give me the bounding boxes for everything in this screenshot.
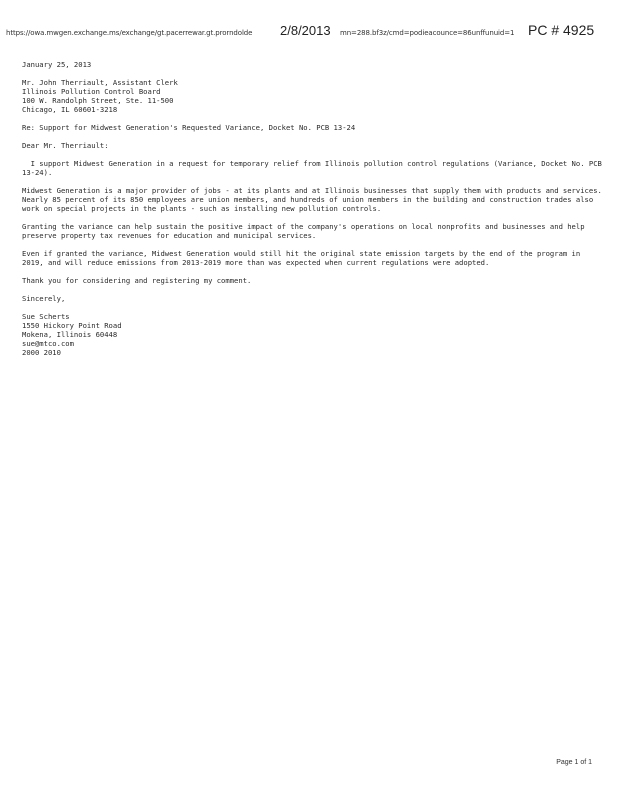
letter-date: January 25, 2013 [22,60,92,69]
public-comment-number: PC # 4925 [528,22,595,38]
signer-street: 1550 Hickory Point Road [22,321,122,330]
header-date: 2/8/2013 [280,23,331,38]
recipient-city: Chicago, IL 60601-3218 [22,105,118,114]
signer-extra: 2000 2010 [22,348,61,357]
page-number: Page 1 of 1 [556,759,592,766]
header-url-right: mn=288.bf3z/cmd=podieacounce=86unffunuid=1 [340,29,515,37]
paragraph-support: I support Midwest Generation in a request for temporary relief from Illinois pollution control regulations (Variance, Docket No. PCB 13-24). [22,159,607,177]
paragraph-impact: Granting the variance can help sustain the positive impact of the company's operations on local nonprofits and businesses and help preserve property tax revenues for education and municipal services. [22,222,589,240]
subject-line: Re: Support for Midwest Generation's Requested Variance, Docket No. PCB 13-24 [22,123,356,132]
signer-email: sue@mtco.com [22,339,74,348]
recipient-street: 100 W. Randolph Street, Ste. 11-500 [22,96,174,105]
signer-city: Mokena, Illinois 60448 [22,330,118,339]
recipient-name: Mr. John Therriault, Assistant Clerk [22,78,178,87]
closing: Sincerely, [22,294,66,303]
paragraph-emissions: Even if granted the variance, Midwest Generation would still hit the original state emission targets by the end of the program in 2019, and will reduce emissions from 2013-2019 more than was expected when current regulations were adopted. [22,249,585,267]
salutation: Dear Mr. Therriault: [22,141,109,150]
paragraph-thanks: Thank you for considering and registering my comment. [22,276,252,285]
paragraph-jobs: Midwest Generation is a major provider of jobs - at its plants and at Illinois businesses that supply them with products and services. Nearly 85 percent of its 850 employees are union members, and hundreds of union members in the building and construction trades also work on special projects in the plants - such as installing new pollution controls. [22,186,607,213]
header-url-left: https://owa.mwgen.exchange.ms/exchange/gt.pacerrewar.gt.prorndolde [6,29,253,37]
signer-name: Sue Scherts [22,312,70,321]
recipient-organization: Illinois Pollution Control Board [22,87,161,96]
letter-body [22,60,607,357]
